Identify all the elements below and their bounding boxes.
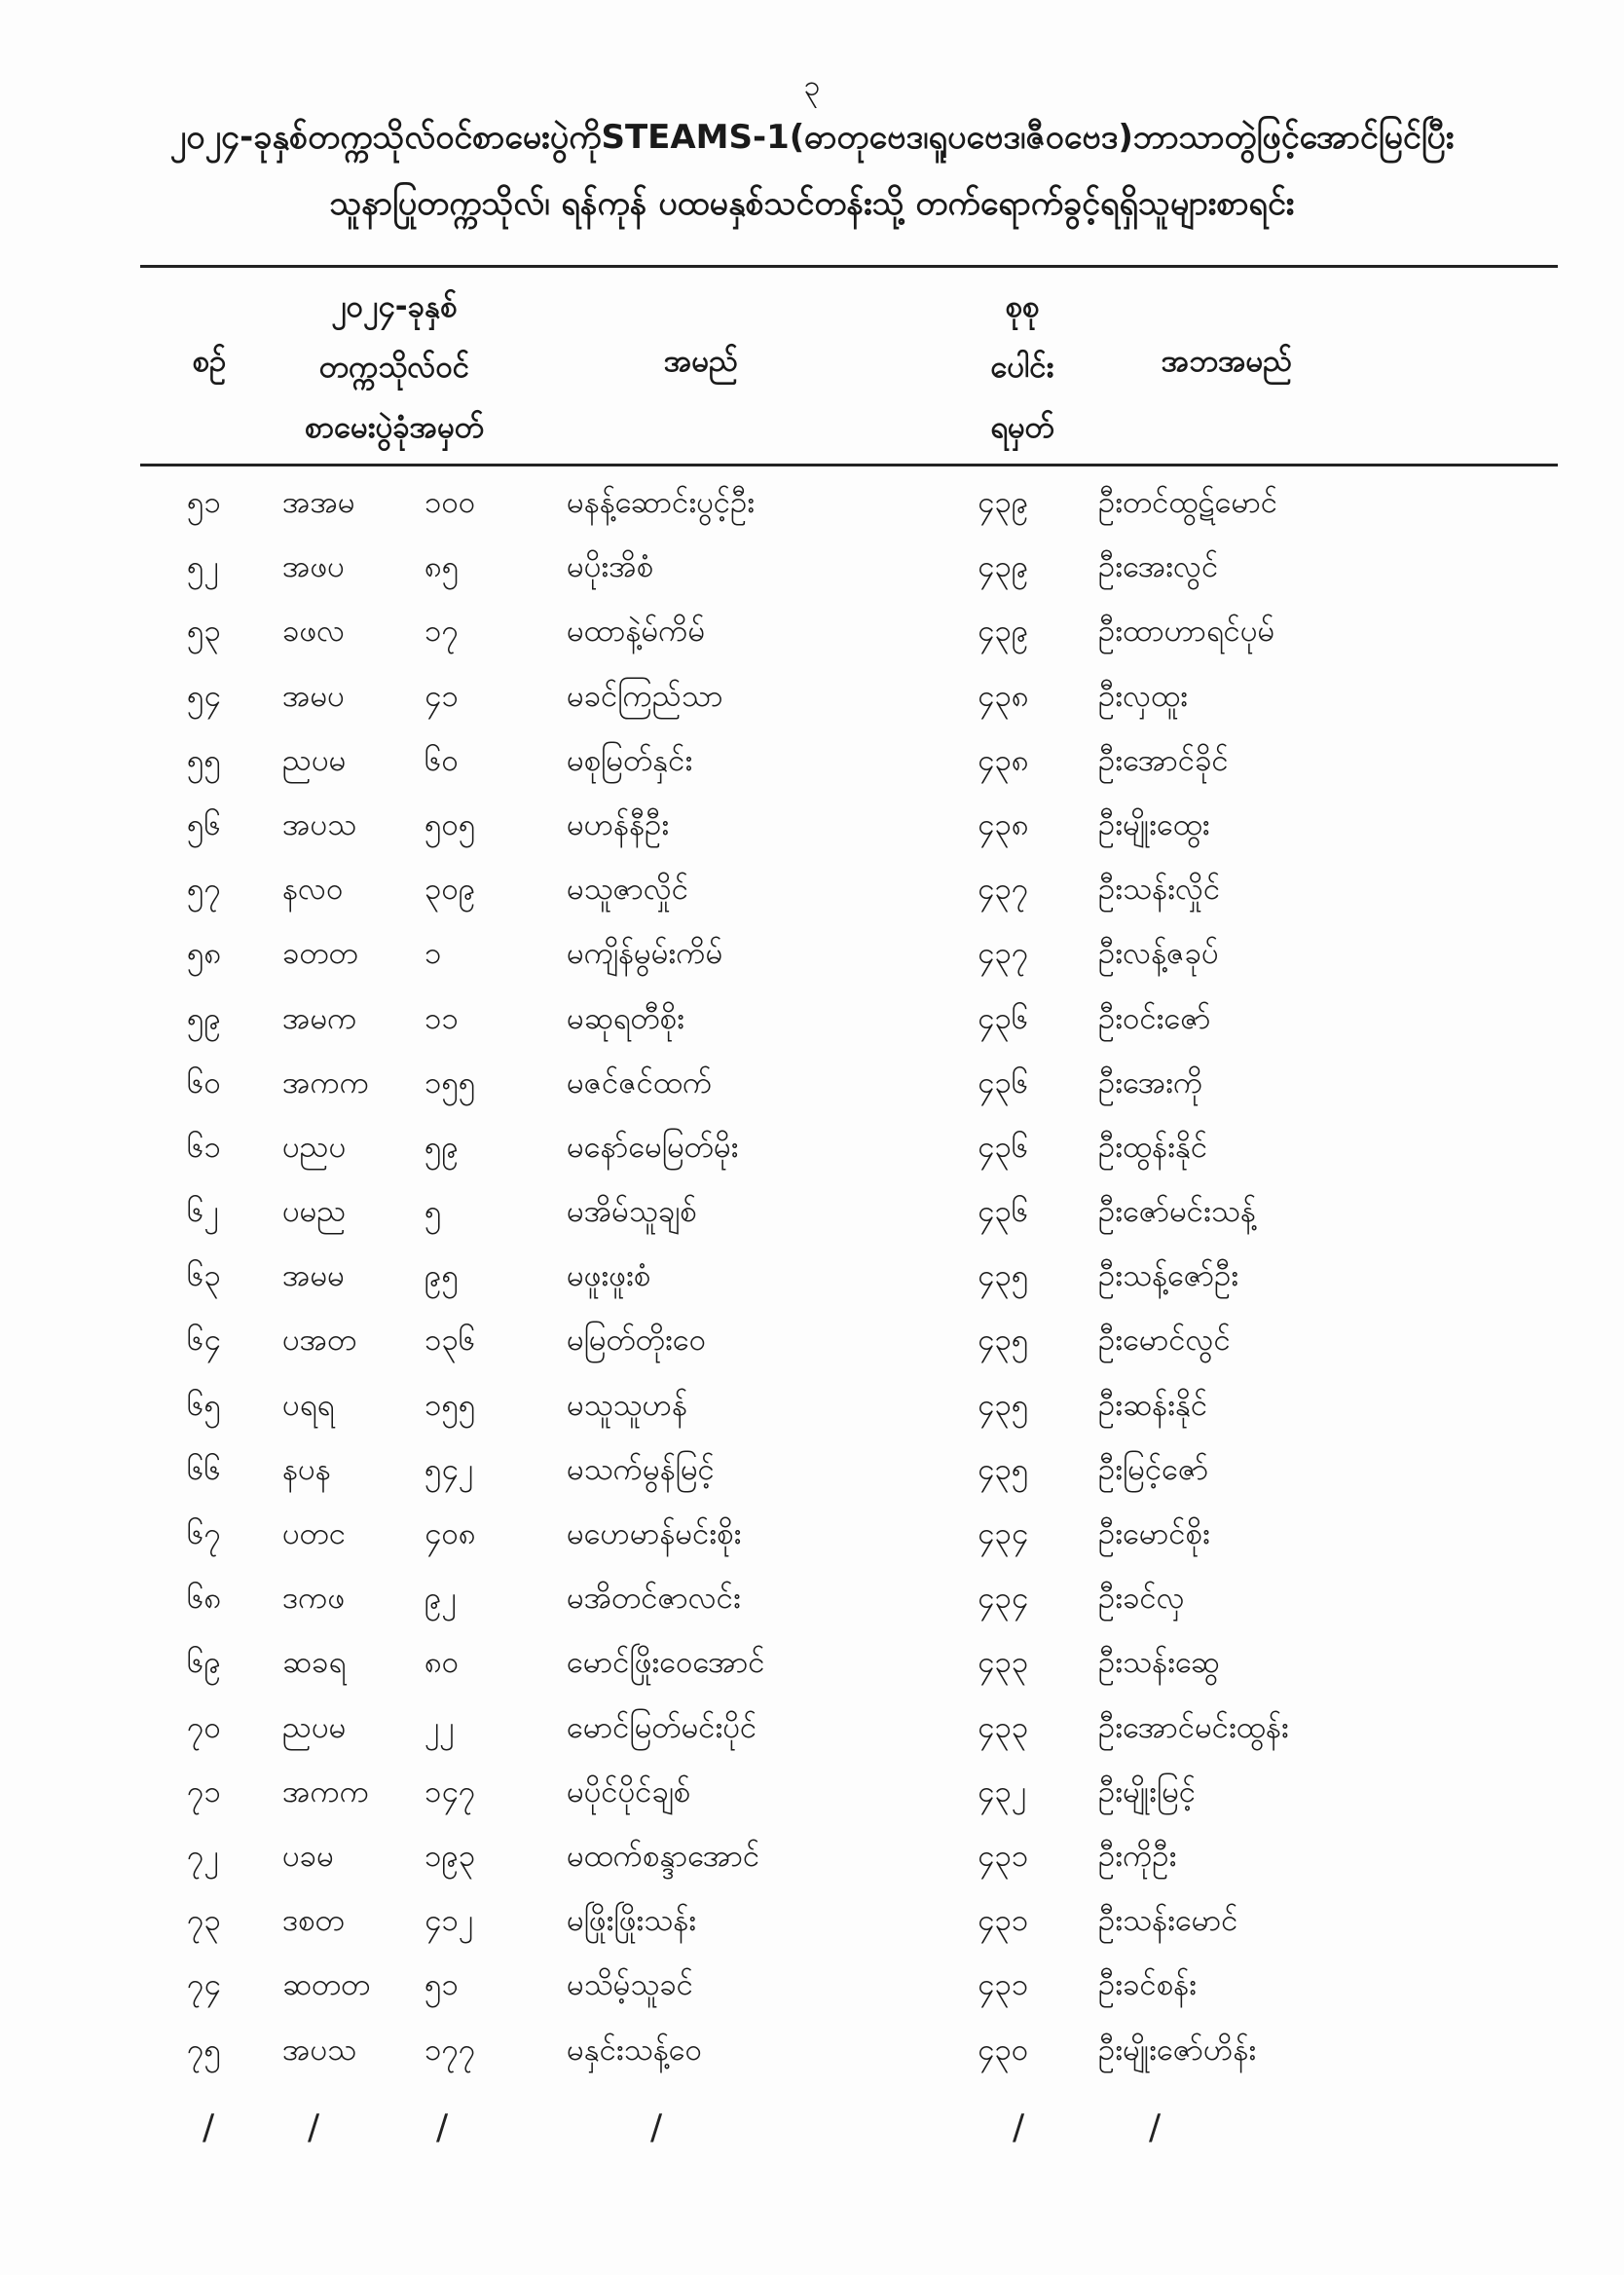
signature-slash: /: [308, 2107, 320, 2147]
exam-prefix: အအမ: [282, 485, 355, 520]
exam-prefix: ဒကဖ: [282, 1581, 346, 1617]
exam-number: ၅: [424, 1194, 442, 1230]
table-top-rule: [140, 265, 1558, 268]
exam-number: ၁၉၃: [424, 1838, 476, 1874]
student-name: မဆုရတီစိုး: [567, 1000, 684, 1036]
total-score: ၄၃၈: [978, 806, 1029, 842]
student-name: မဖူးဖူးစံ: [567, 1258, 651, 1294]
exam-prefix: အဖပ: [282, 549, 345, 585]
serial-no: ၇၅: [187, 2032, 221, 2068]
table-row: [0, 922, 1624, 987]
serial-no: ၅၄: [187, 678, 221, 714]
serial-no: ၆၁: [187, 1129, 221, 1165]
table-row: [0, 2019, 1624, 2083]
exam-prefix: နလဝ: [282, 872, 344, 908]
father-name: ဦးဆန်းနိုင်: [1098, 1387, 1208, 1423]
total-score: ၄၃၀: [978, 2032, 1029, 2068]
header-exam-line-2: တက္ကသိုလ်ဝင်: [318, 350, 470, 385]
table-row: [0, 1889, 1624, 1954]
total-score: ၄၃၇: [978, 872, 1029, 908]
table-row: [0, 600, 1624, 664]
exam-number: ၆၀: [424, 742, 459, 778]
serial-no: ၆၂: [187, 1194, 219, 1230]
table-row: [0, 1245, 1624, 1309]
exam-number: ၁၅၅: [424, 1387, 476, 1423]
table-row: [0, 1503, 1624, 1567]
father-name: ဦးအောင်ခိုင်: [1098, 742, 1229, 778]
exam-number: ၄၁၂: [424, 1903, 474, 1939]
serial-no: ၆၇: [187, 1516, 221, 1551]
table-row: [0, 729, 1624, 794]
student-name: မနော်မေမြတ်မိုး: [567, 1129, 739, 1165]
student-name: မမြတ်တိုးဝေ: [567, 1323, 707, 1359]
table-row: [0, 1631, 1624, 1696]
table-row: [0, 1567, 1624, 1631]
total-score: ၄၃၁: [978, 1903, 1029, 1939]
father-name: ဦးတင်ထွဋ်မောင်: [1098, 485, 1278, 520]
exam-prefix: ပရရ: [282, 1387, 335, 1423]
serial-no: ၇၀: [187, 1709, 221, 1745]
exam-number: ၁၁: [424, 1000, 459, 1036]
table-row: [0, 1116, 1624, 1180]
total-score: ၄၃၆: [978, 1064, 1029, 1100]
father-name: ဦးထွန်းနိုင်: [1098, 1129, 1208, 1165]
student-name: မအိတင်ဇာလင်း: [567, 1581, 741, 1617]
serial-no: ၅၂: [187, 549, 219, 585]
exam-prefix: ဆခရ: [282, 1645, 347, 1681]
exam-number: ၅၀၅: [424, 806, 476, 842]
total-score: ၄၃၅: [978, 1451, 1029, 1487]
father-name: ဦးခင်လှ: [1098, 1581, 1185, 1617]
student-table-body: [0, 471, 1624, 2083]
signature-slash: /: [650, 2107, 663, 2147]
table-row: [0, 1761, 1624, 1825]
page-number: ၃: [803, 69, 821, 103]
table-row: [0, 858, 1624, 922]
serial-no: ၆၀: [187, 1064, 221, 1100]
exam-number: ၉၅: [424, 1258, 459, 1294]
total-score: ၄၃၇: [978, 936, 1029, 972]
father-name: ဦးမျိုးဇော်ဟိန်း: [1098, 2032, 1257, 2068]
exam-number: ၃၀၉: [424, 872, 476, 908]
exam-prefix: အမပ: [282, 678, 345, 714]
exam-prefix: အပသ: [282, 806, 357, 842]
table-row: [0, 1374, 1624, 1438]
exam-number: ၅၁: [424, 1967, 459, 2003]
serial-no: ၆၈: [187, 1581, 222, 1617]
exam-number: ၁: [424, 936, 442, 972]
total-score: ၄၃၁: [978, 1967, 1029, 2003]
total-score: ၄၃၅: [978, 1323, 1029, 1359]
exam-prefix: ပညပ: [282, 1129, 347, 1165]
father-name: ဦးခင်စန်း: [1098, 1967, 1198, 2003]
student-name: မနန့်ဆောင်းပွင့်ဦး: [567, 485, 756, 520]
exam-number: ၈၀: [424, 1645, 460, 1681]
table-row: [0, 988, 1624, 1052]
exam-prefix: အမမ: [282, 1258, 345, 1294]
exam-prefix: ဆတတ: [282, 1967, 371, 2003]
table-row: [0, 794, 1624, 858]
exam-number: ၁၀၀: [424, 485, 476, 520]
total-score: ၄၃၆: [978, 1000, 1029, 1036]
father-name: ဦးဇော်မင်းသန့်: [1098, 1194, 1256, 1230]
header-serial-no: စဉ်: [192, 344, 227, 379]
serial-no: ၆၆: [187, 1451, 221, 1487]
total-score: ၄၃၃: [978, 1709, 1029, 1745]
exam-number: ၂၂: [424, 1709, 455, 1745]
father-name: ဦးလှထူး: [1098, 678, 1188, 714]
serial-no: ၇၂: [187, 1838, 219, 1874]
serial-no: ၇၄: [187, 1967, 221, 2003]
student-name: မသူဇာလှိုင်: [567, 872, 689, 908]
exam-prefix: အမက: [282, 1000, 357, 1036]
serial-no: ၆၉: [187, 1645, 221, 1681]
table-row: [0, 665, 1624, 729]
table-row: [0, 1825, 1624, 1889]
father-name: ဦးအောင်မင်းထွန်း: [1098, 1709, 1289, 1745]
father-name: ဦးမောင်လွင်: [1098, 1323, 1231, 1359]
total-score: ၄၃၂: [978, 1773, 1027, 1809]
total-score: ၄၃၄: [978, 1581, 1029, 1617]
total-score: ၄၃၅: [978, 1387, 1029, 1423]
student-name: မဟေမာန်မင်းစိုး: [567, 1516, 742, 1551]
signature-marks: [0, 2104, 1624, 2259]
student-name: မသူသူဟန်: [567, 1387, 688, 1423]
serial-no: ၅၈: [187, 936, 222, 972]
student-name: မခင်ကြည်သာ: [567, 678, 723, 714]
father-name: ဦးထာဟာရင်ပုမ်: [1098, 614, 1275, 650]
student-name: မထက်စန္ဒာအောင်: [567, 1838, 760, 1874]
serial-no: ၅၉: [187, 1000, 221, 1036]
exam-prefix: ပအတ: [282, 1323, 357, 1359]
header-score-line-1: စုစု: [1005, 289, 1040, 324]
exam-number: ၁၇၇: [424, 2032, 476, 2068]
student-name: မပိုင်ပိုင်ချစ်: [567, 1773, 691, 1809]
header-score-line-2: ပေါင်း: [990, 350, 1054, 385]
total-score: ၄၃၉: [978, 549, 1029, 585]
table-row: [0, 471, 1624, 536]
document-title-line-2: သူနာပြုတက္ကသိုလ်၊ ရန်ကုန် ပထမနှစ်သင်တန်းသို့ တက်ရောက်ခွင့်ရရှိသူများစာရင်း: [329, 184, 1295, 223]
exam-prefix: အပသ: [282, 2032, 357, 2068]
exam-prefix: နပန: [282, 1451, 331, 1487]
student-name: မထာနဲ့မ်ကိမ်: [567, 614, 706, 650]
father-name: ဦးကိုဦး: [1098, 1838, 1177, 1874]
total-score: ၄၃၆: [978, 1129, 1029, 1165]
header-father-name: အဘအမည်: [1161, 344, 1293, 379]
header-exam-roll: [263, 277, 526, 458]
serial-no: ၅၃: [187, 614, 221, 650]
table-row: [0, 1052, 1624, 1116]
student-name: မနှင်းသန့်ဝေ: [567, 2032, 703, 2068]
father-name: ဦးသန်းဆွေ: [1098, 1645, 1220, 1681]
exam-prefix: ဒစတ: [282, 1903, 345, 1939]
father-name: ဦးသန်းမောင်: [1098, 1903, 1238, 1939]
serial-no: ၅၇: [187, 872, 221, 908]
serial-no: ၅၆: [187, 806, 221, 842]
exam-number: ၉၂: [424, 1581, 457, 1617]
father-name: ဦးအေးလွင်: [1098, 549, 1219, 585]
exam-number: ၁၃၆: [424, 1323, 476, 1359]
exam-prefix: ခတတ: [282, 936, 358, 972]
student-name: မအိမ်သူချစ်: [567, 1194, 697, 1230]
table-header-rule: [140, 464, 1558, 466]
exam-number: ၅၉: [424, 1129, 459, 1165]
exam-prefix: ညပမ: [282, 1709, 347, 1745]
table-row: [0, 1697, 1624, 1761]
exam-prefix: ပခမ: [282, 1838, 334, 1874]
student-name: မဖြိုးဖြိုးသန်း: [567, 1903, 697, 1939]
exam-prefix: ညပမ: [282, 742, 347, 778]
student-name: မောင်မြတ်မင်းပိုင်: [567, 1709, 757, 1745]
table-row: [0, 1438, 1624, 1503]
exam-number: ၅၄၂: [424, 1451, 474, 1487]
signature-slash: /: [203, 2107, 215, 2147]
signature-slash: /: [1013, 2107, 1025, 2147]
father-name: ဦးဝင်းဇော်: [1098, 1000, 1211, 1036]
serial-no: ၅၅: [187, 742, 221, 778]
student-name: မသိမ့်သူခင်: [567, 1967, 693, 2003]
table-row: [0, 1954, 1624, 2018]
student-name: မဟန်နီဦး: [567, 806, 670, 842]
student-name: မသက်မွန်မြင့်: [567, 1451, 715, 1487]
header-name: အမည်: [663, 344, 739, 379]
table-row: [0, 536, 1624, 600]
father-name: ဦးလန့်ဇခုပ်: [1098, 936, 1219, 972]
exam-number: ၁၅၅: [424, 1064, 476, 1100]
header-score-line-3: ရမှတ်: [990, 410, 1054, 445]
header-exam-line-1: ၂၀၂၄-ခုနှစ်: [331, 289, 458, 324]
serial-no: ၅၁: [187, 485, 221, 520]
student-name: မဇင်ဇင်ထက်: [567, 1064, 713, 1100]
header-exam-line-3: စာမေးပွဲခုံအမှတ်: [304, 410, 485, 445]
signature-slash: /: [1149, 2107, 1162, 2147]
total-score: ၄၃၁: [978, 1838, 1029, 1874]
serial-no: ၆၃: [187, 1258, 221, 1294]
total-score: ၄၃၃: [978, 1645, 1029, 1681]
total-score: ၄၃၈: [978, 678, 1029, 714]
father-name: ဦးမျိုးမြင့်: [1098, 1773, 1197, 1809]
father-name: ဦးမျိုးထွေး: [1098, 806, 1210, 842]
total-score: ၄၃၄: [978, 1516, 1029, 1551]
total-score: ၄၃၅: [978, 1258, 1029, 1294]
signature-slash: /: [436, 2107, 449, 2147]
total-score: ၄၃၉: [978, 485, 1029, 520]
serial-no: ၆၅: [187, 1387, 221, 1423]
father-name: ဦးသန်းလှိုင်: [1098, 872, 1221, 908]
exam-number: ၁၇: [424, 614, 459, 650]
father-name: ဦးသန့်ဇော်ဦး: [1098, 1258, 1239, 1294]
header-total-score: [959, 277, 1086, 458]
father-name: ဦးမြင့်ဇော်: [1098, 1451, 1209, 1487]
serial-no: ၇၁: [187, 1773, 221, 1809]
student-name: မစုမြတ်နှင်း: [567, 742, 693, 778]
total-score: ၄၃၉: [978, 614, 1029, 650]
father-name: ဦးအေးကို: [1098, 1064, 1203, 1100]
father-name: ဦးမောင်စိုး: [1098, 1516, 1210, 1551]
serial-no: ၆၄: [187, 1323, 221, 1359]
exam-number: ၄၀၈: [424, 1516, 476, 1551]
total-score: ၄၃၈: [978, 742, 1029, 778]
student-name: မကျိန်မွမ်းကိမ်: [567, 936, 723, 972]
exam-number: ၁၄၇: [424, 1773, 476, 1809]
student-name: မပိုးအိစံ: [567, 549, 654, 585]
exam-prefix: ခဖလ: [282, 614, 346, 650]
exam-prefix: ပမည: [282, 1194, 347, 1230]
total-score: ၄၃၆: [978, 1194, 1029, 1230]
document-title-line-1: ၂၀၂၄-ခုနှစ်တက္ကသိုလ်ဝင်စာမေးပွဲကိုSTEAMS-1(ဓာတုဗေဒ၊ရူပဗေဒ၊ဇီဝဗေဒ)ဘာသာတွဲဖြင့်အောင်မြင်ပြီး: [169, 118, 1455, 157]
exam-number: ၄၁: [424, 678, 459, 714]
exam-prefix: အကက: [282, 1773, 370, 1809]
exam-number: ၈၅: [424, 549, 460, 585]
table-row: [0, 1309, 1624, 1373]
exam-prefix: အကက: [282, 1064, 370, 1100]
exam-prefix: ပတင: [282, 1516, 347, 1551]
serial-no: ၇၃: [187, 1903, 221, 1939]
table-row: [0, 1180, 1624, 1245]
student-name: မောင်ဖြိုးဝေအောင်: [567, 1645, 765, 1681]
